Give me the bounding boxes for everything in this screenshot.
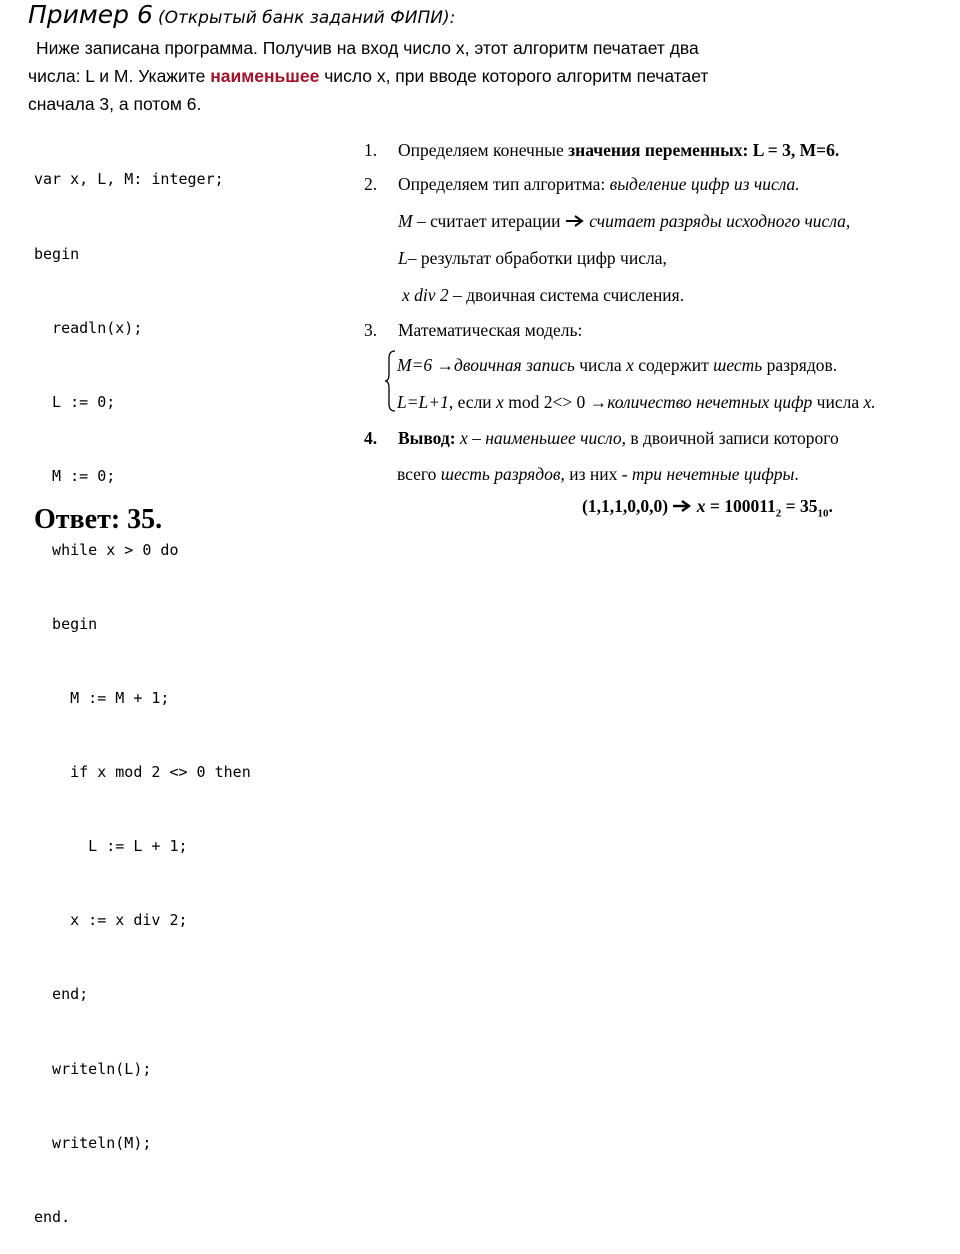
code-line: var x, L, M: integer; — [34, 170, 224, 189]
code-line: while x > 0 do — [34, 540, 179, 559]
mm2-a: L=L+1 — [397, 392, 449, 412]
title-main: Пример 6 — [28, 0, 153, 29]
s4l2-b: шесть разрядов — [440, 464, 561, 484]
arrow-right-icon — [672, 496, 696, 516]
code-line: writeln(M); — [34, 1133, 152, 1152]
mm2-f: числа — [812, 392, 864, 412]
step-3 — [364, 320, 582, 341]
s4l2-e: . — [794, 464, 799, 484]
code-line: readln(x); — [34, 318, 143, 337]
step-2-text: Определяем тип алгоритма: — [398, 174, 610, 194]
mm1-e: содержит — [633, 355, 714, 375]
code-line: L := L + 1; — [34, 837, 188, 856]
step-4 — [364, 428, 839, 449]
s4l2-c: , из них - — [560, 464, 632, 484]
final-b: x — [696, 496, 706, 516]
final-c: = 100011 — [705, 496, 776, 516]
step-3-text: Математическая модель: — [398, 320, 583, 340]
mm1-f: шесть — [713, 355, 763, 375]
m-var: M — [398, 211, 413, 231]
code-line: end; — [34, 985, 89, 1004]
code-line: begin — [34, 614, 98, 633]
step-1 — [364, 140, 839, 161]
l-text: – результат обработки цифр числа, — [407, 248, 667, 268]
m-text: – считает итерации — [412, 211, 565, 231]
step-4-line-2 — [397, 464, 799, 485]
s4l2-a: всего — [397, 464, 441, 484]
x-expr: x div 2 — [402, 285, 449, 305]
step-number: 3. — [364, 320, 378, 340]
code-line: writeln(L); — [34, 1059, 152, 1078]
mm1-d: x — [626, 355, 634, 375]
m-description — [398, 211, 850, 232]
mm2-d: mod 2<> 0 → — [503, 392, 608, 412]
model-line-1 — [397, 355, 837, 376]
step-1-values: значения переменных: L = 3, M=6. — [568, 140, 840, 160]
final-sub-2: 10 — [817, 507, 829, 520]
title-sub: (Открытый банк заданий ФИПИ): — [157, 8, 456, 28]
code-line: end. — [34, 1207, 71, 1226]
l-description — [398, 248, 667, 269]
step-4-c: , в двоичной записи которого — [621, 428, 839, 448]
x-text: – двоичная система счисления. — [448, 285, 685, 305]
step-2-italic: выделение цифр из числа. — [609, 174, 800, 194]
code-line: if x mod 2 <> 0 then — [34, 763, 251, 782]
final-d: = 35 — [781, 496, 818, 516]
mm1-g: разрядов. — [762, 355, 838, 375]
code-line: x := x div 2; — [34, 911, 188, 930]
code-line: L := 0; — [34, 392, 116, 411]
final-e: . — [828, 496, 833, 516]
final-sub-1: 2 — [775, 507, 782, 520]
mm2-b: , если — [448, 392, 497, 412]
task-line-2-part-a: числа: L и M. Укажите — [28, 66, 211, 86]
step-number: 1. — [364, 140, 378, 160]
step-1-text: Определяем конечные — [398, 140, 569, 160]
step-4-a: x — [459, 428, 468, 448]
final-result — [582, 496, 833, 520]
mm2-g: x. — [863, 392, 876, 412]
step-4-bold: Вывод: — [398, 428, 460, 448]
step-number: 2. — [364, 174, 378, 194]
code-line: M := M + 1; — [34, 689, 170, 708]
highlight-word: наименьшее — [210, 66, 320, 86]
code-line: M := 0; — [34, 466, 116, 485]
step-2 — [364, 174, 800, 195]
answer: Ответ: 35. — [34, 504, 163, 535]
mm1-a: M=6 → — [397, 355, 455, 375]
task-line-3: сначала 3, а потом 6. — [28, 94, 202, 114]
s4l2-d: три нечетные цифры — [631, 464, 795, 484]
slide-title — [28, 0, 455, 29]
mm1-b: двоичная запись — [454, 355, 575, 375]
arrow-right-icon — [565, 211, 589, 231]
code-listing — [34, 118, 251, 1254]
mm2-e: количество нечетных цифр — [607, 392, 813, 412]
curly-brace-icon — [384, 350, 396, 412]
step-4-b: – наименьшее число — [467, 428, 622, 448]
l-var: L — [398, 248, 408, 268]
step-number: 4. — [364, 428, 378, 448]
task-line-2-part-b: число x, при вводе которого алгоритм печатает — [319, 66, 709, 86]
final-a: (1,1,1,0,0,0) — [582, 496, 673, 516]
x-description — [402, 285, 684, 306]
task-line-2 — [28, 66, 708, 87]
mm1-c: числа — [574, 355, 627, 375]
code-line: begin — [34, 244, 80, 263]
model-line-2 — [397, 392, 876, 413]
mm2-c: x — [496, 392, 504, 412]
task-line-1: Ниже записана программа. Получив на вход число x, этот алгоритм печатает два — [36, 38, 699, 58]
m-italic: считает разряды исходного числа, — [589, 211, 851, 231]
